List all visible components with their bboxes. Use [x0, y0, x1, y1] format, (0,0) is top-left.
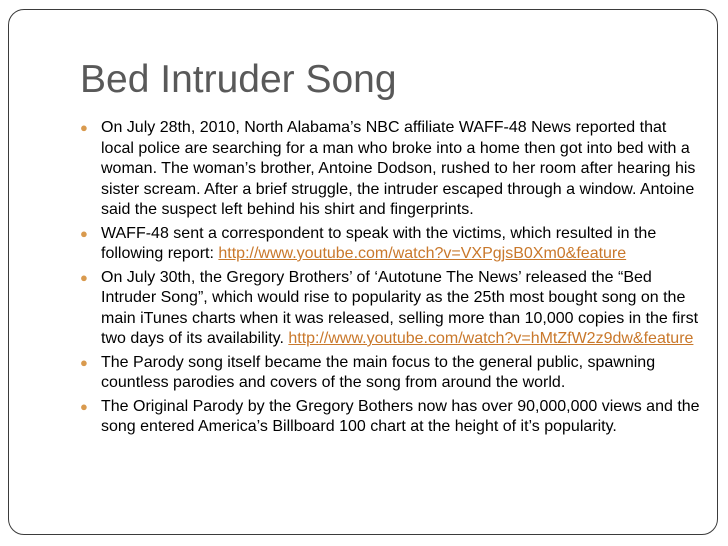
bullet-text: On July 30th, the Gregory Brothers’ of ‘Autotune The News’ released the “Bed Intruder Song”, which would rise to popularity as the 25th most bought song on the main iTunes charts when it was released, selling more than 10,000 copies in the first two days of its availability. — [101, 268, 699, 347]
bullet-text: On July 28th, 2010, North Alabama’s NBC affiliate WAFF-48 News reported that local police are searching for a man who broke into a home then got into bed with a woman. The woman’s brother, Antoine Dodson, rushed to her room after hearing his sister scream. After a brief struggle, the intruder escaped through a window. Antoine said the suspect left behind his shirt and fingerprints. — [101, 119, 696, 218]
bullet-item — [80, 224, 700, 265]
slide-title: Bed Intruder Song — [80, 58, 397, 101]
bullet-icon: ● — [80, 354, 88, 370]
bullet-text: The Parody song itself became the main focus to the general public, spawning countless parodies and covers of the song from around the world. — [101, 353, 656, 391]
bullet-text: WAFF-48 sent a correspondent to speak with the victims, which resulted in the following report: — [101, 224, 657, 262]
bullet-item — [80, 397, 700, 438]
bullet-text: The Original Parody by the Gregory Bothers now has over 90,000,000 views and the song entered America’s Billboard 100 chart at the height of it’s popularity. — [101, 397, 700, 435]
youtube-report-link[interactable]: http://www.youtube.com/watch?v=VXPgjsB0Xm0&feature — [218, 245, 627, 262]
bullet-item — [80, 268, 700, 350]
bullet-item — [80, 353, 700, 394]
youtube-song-link[interactable]: http://www.youtube.com/watch?v=hMtZfW2z9dw&feature — [288, 330, 694, 347]
bullet-icon: ● — [80, 269, 88, 285]
bullet-item — [80, 118, 700, 221]
bullet-icon: ● — [80, 225, 88, 241]
bullet-icon: ● — [80, 398, 88, 414]
bullet-icon: ● — [80, 120, 88, 135]
bullet-list — [80, 118, 700, 441]
